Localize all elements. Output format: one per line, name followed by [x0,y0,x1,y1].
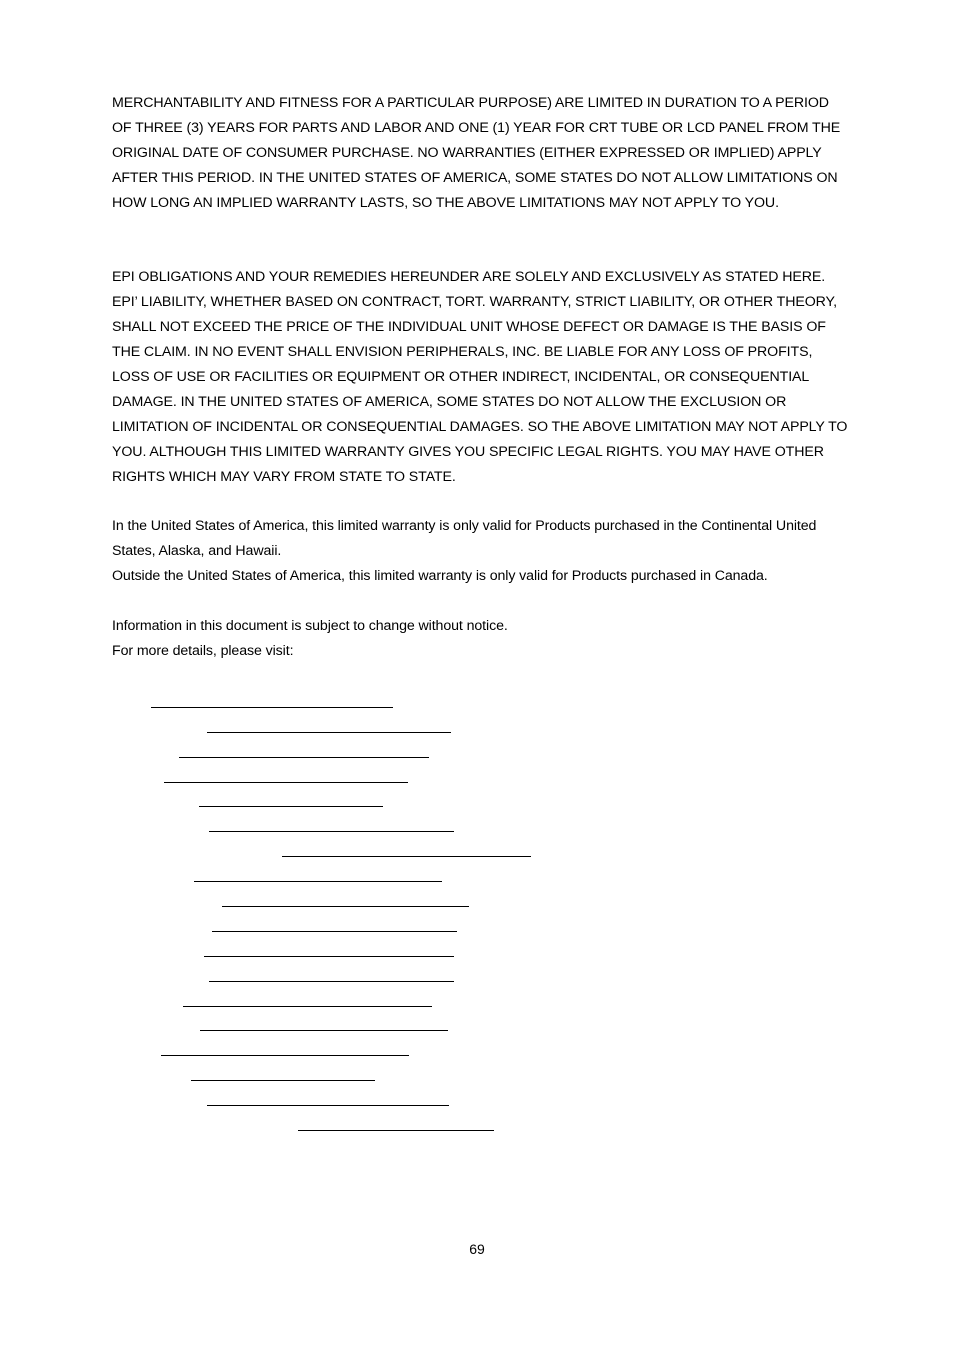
link-underline[interactable] [183,1006,432,1007]
link-underline[interactable] [179,757,429,758]
validity-paragraph [112,514,852,589]
page-number: 69 [469,1241,485,1257]
link-underline[interactable] [209,981,454,982]
obligations-text: EPI OBLIGATIONS AND YOUR REMEDIES HEREUNDER ARE SOLELY AND EXCLUSIVELY AS STATED HERE. EPI’ LIABILITY, WHETHER BASED ON CONTRACT, TORT. WARRANTY, STRICT LIABILITY, OR OTHER THEORY, SHALL NOT EXCEED THE PRICE OF THE INDIVIDUAL UNIT WHOSE DEFECT OR DAMAGE IS THE BASIS OF THE CLAIM. IN NO EVENT SHALL ENVISION PERIPHERALS, INC. BE LIABLE FOR ANY LOSS OF PROFITS, LOSS OF USE OR FACILITIES OR EQUIPMENT OR OTHER INDIRECT, INCIDENTAL, OR CONSEQUENTIAL DAMAGE. IN THE UNITED STATES OF AMERICA, SOME STATES DO NOT ALLOW THE EXCLUSION OR LIMITATION OF INCIDENTAL OR CONSEQUENTIAL DAMAGES. SO THE ABOVE LIMITATION MAY NOT APPLY TO YOU. ALTHOUGH THIS LIMITED WARRANTY GIVES YOU SPECIFIC LEGAL RIGHTS. YOU MAY HAVE OTHER RIGHTS WHICH MAY VARY FROM STATE TO STATE. [112,269,848,485]
link-underline[interactable] [204,956,454,957]
notice-paragraph [112,614,852,664]
link-underline[interactable] [191,1080,375,1081]
outside-usa-text: Outside the United States of America, this limited warranty is only valid for Products purchased in Canada. [112,568,768,584]
link-underline[interactable] [151,707,393,708]
link-underline[interactable] [194,881,442,882]
warranty-duration-paragraph [112,91,852,216]
link-underline[interactable] [212,931,457,932]
link-underline[interactable] [164,782,408,783]
link-underline[interactable] [200,1030,448,1031]
link-underline[interactable] [207,1105,449,1106]
change-notice-text: Information in this document is subject to change without notice. [112,618,508,634]
link-underline[interactable] [207,732,451,733]
visit-notice-text: For more details, please visit: [112,643,294,659]
link-underline[interactable] [199,806,383,807]
link-underline[interactable] [298,1130,494,1131]
link-underline[interactable] [161,1055,409,1056]
obligations-paragraph [112,265,852,490]
usa-validity-text: In the United States of America, this limited warranty is only valid for Products purchased in the Continental United States, Alaska, and Hawaii. [112,518,817,559]
link-underline[interactable] [222,906,469,907]
link-underline[interactable] [209,831,454,832]
link-underline[interactable] [282,856,531,857]
warranty-duration-text: MERCHANTABILITY AND FITNESS FOR A PARTICULAR PURPOSE) ARE LIMITED IN DURATION TO A PERIOD OF THREE (3) YEARS FOR PARTS AND LABOR AND ONE (1) YEAR FOR CRT TUBE OR LCD PANEL FROM THE ORIGINAL DATE OF CONSUMER PURCHASE. NO WARRANTIES (EITHER EXPRESSED OR IMPLIED) APPLY AFTER THIS PERIOD. IN THE UNITED STATES OF AMERICA, SOME STATES DO NOT ALLOW LIMITATIONS ON HOW LONG AN IMPLIED WARRANTY LASTS, SO THE ABOVE LIMITATIONS MAY NOT APPLY TO YOU. [112,95,841,211]
